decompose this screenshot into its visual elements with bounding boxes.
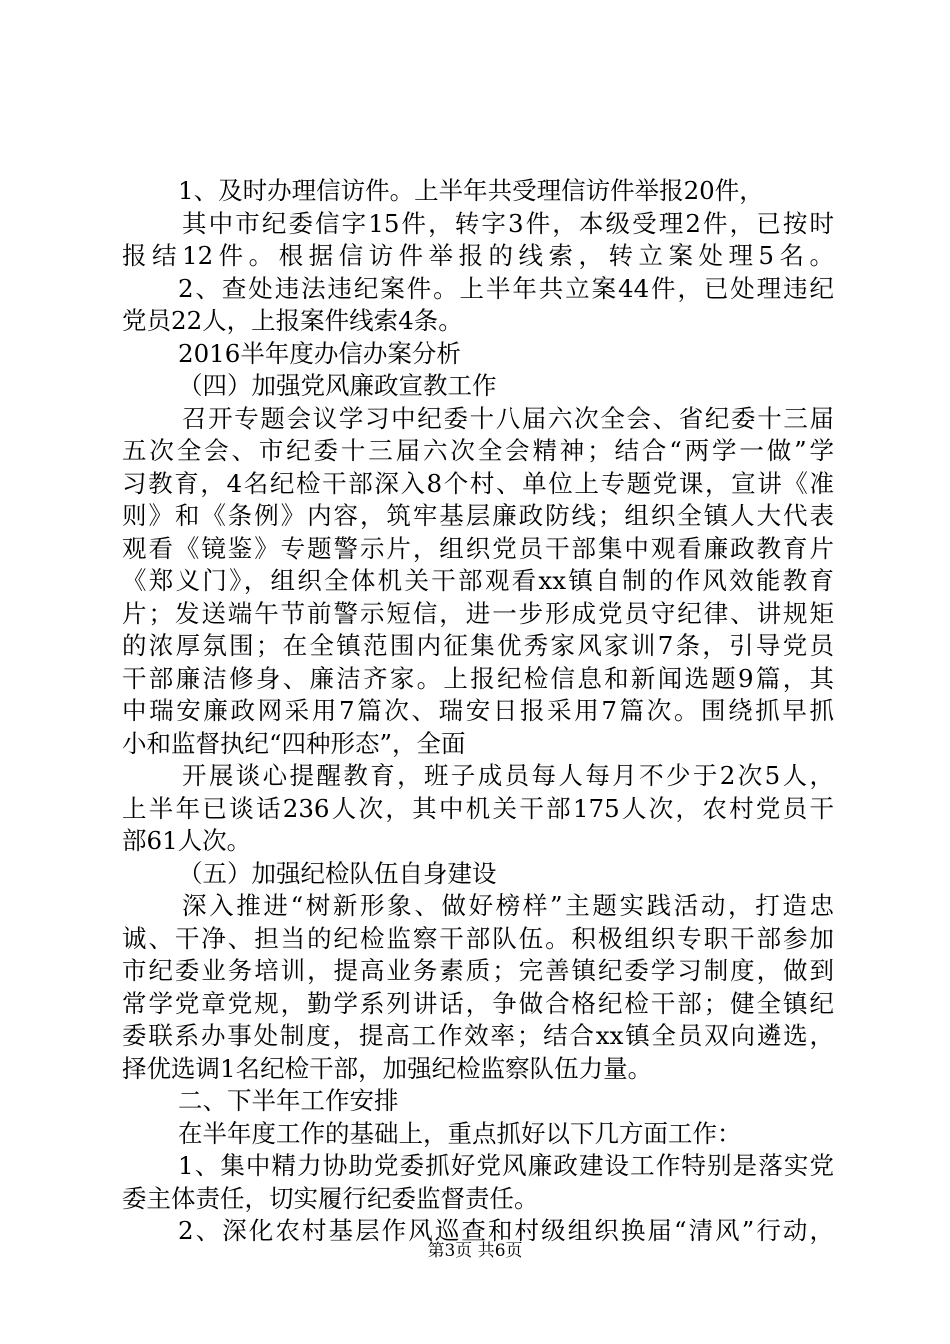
text-line: 干部廉洁修身、廉洁齐家。上报纪检信息和新闻选题9篇，其 bbox=[122, 663, 834, 693]
section-heading: （五）加强纪检队伍自身建设 bbox=[178, 858, 497, 888]
text-line: 常学党章党规，勤学系列讲话，争做合格纪检干部；健全镇纪 bbox=[122, 988, 834, 1018]
text-line: 开展谈心提醒教育，班子成员每人每月不少于2次5人， bbox=[182, 761, 834, 790]
section-heading: 二、下半年工作安排 bbox=[178, 1086, 399, 1115]
text-line: 片；发送端午节前警示短信，进一步形成党员守纪律、讲规矩 bbox=[122, 598, 834, 628]
text-line: 2016半年度办信办案分析 bbox=[178, 338, 461, 368]
text-line: 观看《镜鉴》专题警示片，组织党员干部集中观看廉政教育片 bbox=[122, 533, 834, 563]
text-line: 的浓厚氛围；在全镇范围内征集优秀家风家训7条，引导党员 bbox=[122, 631, 834, 660]
text-line: 委联系办事处制度，提高工作效率；结合xx镇全员双向遴选， bbox=[122, 1021, 834, 1050]
text-line: 上半年已谈话236人次，其中机关干部175人次，农村党员干 bbox=[122, 793, 834, 823]
text-line: 中瑞安廉政网采用7篇次、瑞安日报采用7篇次。围绕抓早抓 bbox=[122, 696, 834, 725]
document-body bbox=[122, 175, 834, 1248]
text-line: 1、集中精力协助党委抓好党风廉政建设工作特别是落实党 bbox=[178, 1151, 834, 1180]
section-heading: （四）加强党风廉政宣教工作 bbox=[178, 371, 497, 400]
text-line: 小和监督执纪“四种形态”，全面 bbox=[122, 728, 466, 758]
text-line: 则》和《条例》内容，筑牢基层廉政防线；组织全镇人大代表 bbox=[122, 501, 834, 530]
text-line: 部61人次。 bbox=[122, 826, 252, 855]
text-line: 2、深化农村基层作风巡查和村级组织换届“清风”行动， bbox=[178, 1216, 834, 1245]
text-line: 召开专题会议学习中纪委十八届六次全会、省纪委十三届 bbox=[182, 403, 834, 433]
text-line: 委主体责任，切实履行纪委监督责任。 bbox=[122, 1183, 539, 1213]
text-line: 1、及时办理信访件。上半年共受理信访件举报20件， bbox=[178, 176, 764, 205]
text-line: 党员22人，上报案件线索4条。 bbox=[122, 306, 463, 335]
text-line: 报结12件。根据信访件举报的线索，转立案处理5名。 bbox=[122, 241, 834, 270]
text-line: 其中市纪委信字15件，转字3件，本级受理2件，已按时 bbox=[182, 208, 834, 238]
text-line: 诚、干净、担当的纪检监察干部队伍。积极组织专职干部参加 bbox=[122, 923, 834, 953]
text-line: 习教育，4名纪检干部深入8个村、单位上专题党课，宣讲《准 bbox=[122, 468, 834, 498]
text-line: 五次全会、市纪委十三届六次全会精神；结合“两学一做”学 bbox=[122, 436, 834, 465]
text-line: 市纪委业务培训，提高业务素质；完善镇纪委学习制度，做到 bbox=[122, 956, 834, 985]
page-number-footer: 第3页 共6页 bbox=[427, 1241, 523, 1261]
text-line: 2、查处违法违纪案件。上半年共立案44件，已处理违纪 bbox=[178, 273, 834, 303]
text-line: 在半年度工作的基础上，重点抓好以下几方面工作： bbox=[178, 1118, 742, 1148]
text-line: 择优选调1名纪检干部，加强纪检监察队伍力量。 bbox=[122, 1053, 653, 1083]
text-line: 《郑义门》，组织全体机关干部观看xx镇自制的作风效能教育 bbox=[122, 566, 834, 595]
text-line: 深入推进“树新形象、做好榜样”主题实践活动，打造忠 bbox=[182, 891, 834, 920]
